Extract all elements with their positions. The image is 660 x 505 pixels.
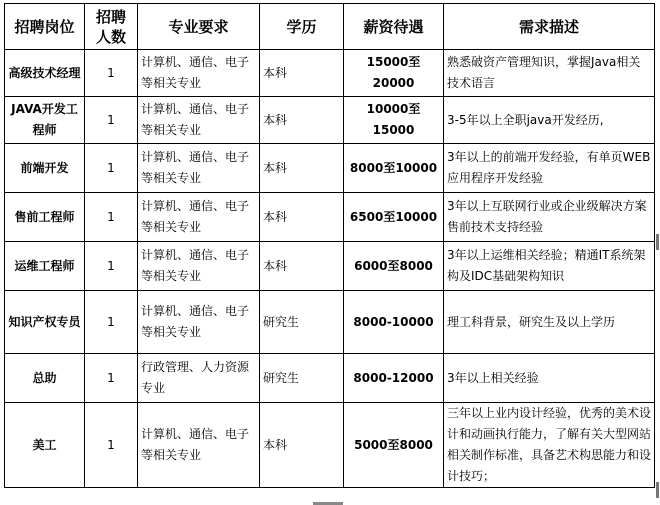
scroll-marker bbox=[656, 482, 659, 498]
description-cell: 3年以上互联网行业或企业级解决方案售前技术支持经验 bbox=[444, 193, 655, 242]
salary-cell: 5000至8000 bbox=[344, 403, 444, 488]
major-cell: 行政管理、人力资源专业 bbox=[138, 354, 260, 403]
major-cell: 计算机、通信、电子等相关专业 bbox=[138, 50, 260, 97]
table-header-row bbox=[5, 4, 655, 50]
position-cell: 总助 bbox=[5, 354, 85, 403]
count-cell: 1 bbox=[85, 403, 138, 488]
position-cell: 高级技术经理 bbox=[5, 50, 85, 97]
education-cell: 本科 bbox=[260, 50, 344, 97]
header-salary: 薪资待遇 bbox=[344, 4, 444, 50]
count-cell: 1 bbox=[85, 193, 138, 242]
salary-cell: 6500至10000 bbox=[344, 193, 444, 242]
position-cell: 运维工程师 bbox=[5, 242, 85, 291]
education-cell: 本科 bbox=[260, 403, 344, 488]
table-row bbox=[5, 354, 655, 403]
education-cell: 本科 bbox=[260, 242, 344, 291]
count-cell: 1 bbox=[85, 144, 138, 193]
education-cell: 本科 bbox=[260, 193, 344, 242]
position-cell: 前端开发 bbox=[5, 144, 85, 193]
position-cell: 美工 bbox=[5, 403, 85, 488]
count-cell: 1 bbox=[85, 242, 138, 291]
header-major: 专业要求 bbox=[138, 4, 260, 50]
major-cell: 计算机、通信、电子等相关专业 bbox=[138, 193, 260, 242]
table-row bbox=[5, 144, 655, 193]
table-row bbox=[5, 50, 655, 97]
major-cell: 计算机、通信、电子等相关专业 bbox=[138, 403, 260, 488]
salary-cell: 6000至8000 bbox=[344, 242, 444, 291]
salary-cell: 8000至10000 bbox=[344, 144, 444, 193]
table-row bbox=[5, 403, 655, 488]
header-description: 需求描述 bbox=[444, 4, 655, 50]
count-cell: 1 bbox=[85, 291, 138, 354]
description-cell: 理工科背景，研究生及以上学历 bbox=[444, 291, 655, 354]
major-cell: 计算机、通信、电子等相关专业 bbox=[138, 144, 260, 193]
position-cell: 知识产权专员 bbox=[5, 291, 85, 354]
salary-cell: 8000-10000 bbox=[344, 291, 444, 354]
count-cell: 1 bbox=[85, 354, 138, 403]
count-cell: 1 bbox=[85, 50, 138, 97]
count-cell: 1 bbox=[85, 97, 138, 144]
table-row bbox=[5, 242, 655, 291]
table-row bbox=[5, 291, 655, 354]
description-cell: 三年以上业内设计经验，优秀的美术设计和动画执行能力，了解有关大型网站相关制作标准，具备艺术构思能力和设计技巧； bbox=[444, 403, 655, 488]
scroll-marker bbox=[656, 234, 659, 250]
education-cell: 本科 bbox=[260, 144, 344, 193]
salary-cell: 15000至20000 bbox=[344, 50, 444, 97]
education-cell: 本科 bbox=[260, 97, 344, 144]
table-row bbox=[5, 97, 655, 144]
table-row bbox=[5, 193, 655, 242]
header-count: 招聘人数 bbox=[85, 4, 138, 50]
header-education: 学历 bbox=[260, 4, 344, 50]
salary-cell: 10000至15000 bbox=[344, 97, 444, 144]
description-cell: 3年以上运维相关经验；精通IT系统架构及IDC基础架构知识 bbox=[444, 242, 655, 291]
position-cell: JAVA开发工程师 bbox=[5, 97, 85, 144]
header-position: 招聘岗位 bbox=[5, 4, 85, 50]
education-cell: 研究生 bbox=[260, 354, 344, 403]
description-cell: 3年以上的前端开发经验，有单页WEB应用程序开发经验 bbox=[444, 144, 655, 193]
description-cell: 3年以上相关经验 bbox=[444, 354, 655, 403]
major-cell: 计算机、通信、电子等相关专业 bbox=[138, 97, 260, 144]
position-cell: 售前工程师 bbox=[5, 193, 85, 242]
salary-cell: 8000-12000 bbox=[344, 354, 444, 403]
major-cell: 计算机、通信、电子等相关专业 bbox=[138, 242, 260, 291]
major-cell: 计算机、通信、电子等相关专业 bbox=[138, 291, 260, 354]
job-recruitment-table bbox=[4, 3, 655, 488]
description-cell: 3-5年以上全职java开发经历, bbox=[444, 97, 655, 144]
description-cell: 熟悉破资产管理知识，掌握Java相关技术语言 bbox=[444, 50, 655, 97]
education-cell: 研究生 bbox=[260, 291, 344, 354]
